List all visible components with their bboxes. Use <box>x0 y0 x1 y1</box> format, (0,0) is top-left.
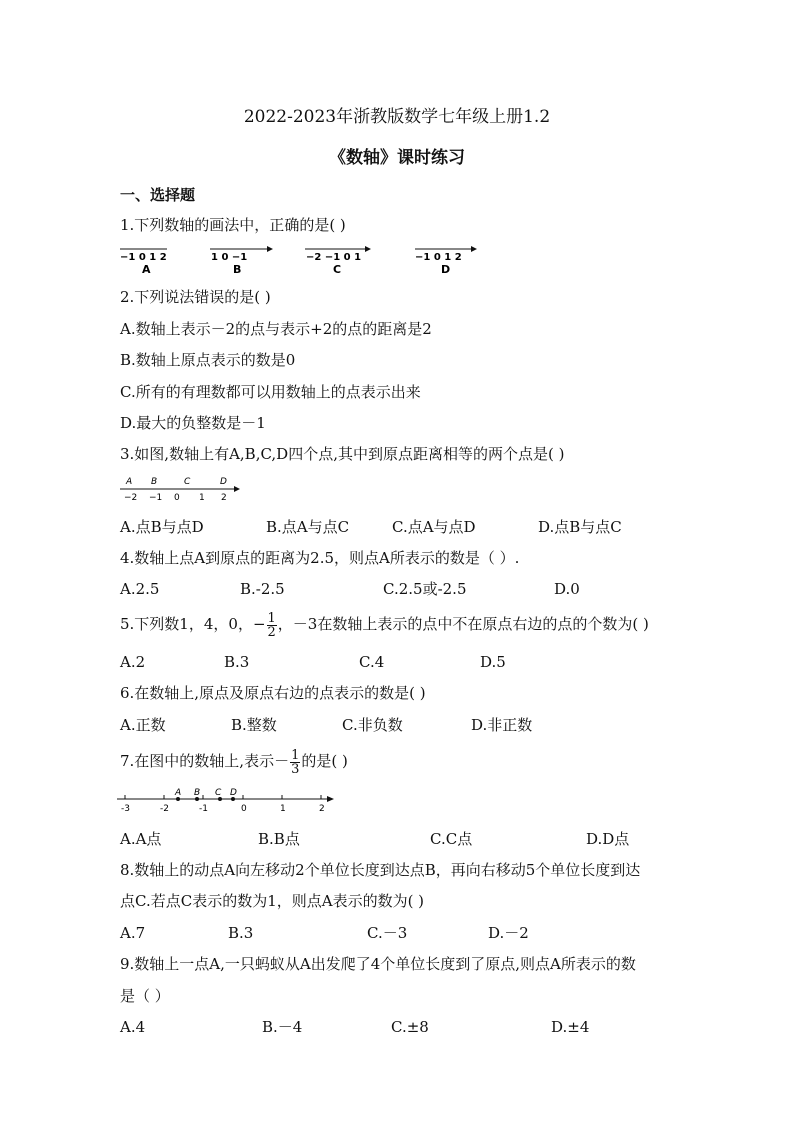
q7-tick-0: 0 <box>241 804 247 814</box>
q5-option-c: C.4 <box>359 653 385 671</box>
q7-tick-2: 2 <box>319 804 325 814</box>
q2-stem: 2.下列说法错误的是( ) <box>120 288 271 306</box>
q7-fraction-den: 3 <box>291 761 300 777</box>
q3-option-b: B.点A与点C <box>266 518 350 536</box>
q9-stem-line1: 9.数轴上一点A,一只蚂蚁从A出发爬了4个单位长度到了原点,则点A所表示的数 <box>120 955 636 973</box>
q7-tick-neg3: -3 <box>121 804 130 814</box>
q2-option-d: D.最大的负整数是－1 <box>120 414 266 432</box>
q1-axis-d-label: D <box>441 263 451 276</box>
q2-option-c: C.所有的有理数都可以用数轴上的点表示出来 <box>120 383 421 401</box>
q8-option-c: C.－3 <box>367 924 408 942</box>
q9-stem-line2: 是（ ） <box>120 987 170 1005</box>
q5-option-b: B.3 <box>224 653 250 671</box>
q5-option-a: A.2 <box>120 653 146 671</box>
q3-tick-1: 1 <box>199 493 205 503</box>
q6-option-d: D.非正数 <box>471 716 533 734</box>
q1-axis-a <box>120 249 167 276</box>
q7-stem-after: 的是( ) <box>301 752 348 770</box>
q7-option-d: D.D点 <box>586 830 630 848</box>
q3-point-b-label: B <box>151 477 158 487</box>
q3-tick-0: 0 <box>174 493 180 503</box>
q8-option-b: B.3 <box>228 924 254 942</box>
q1-axes-figure <box>115 240 495 280</box>
q3-stem: 3.如图,数轴上有A,B,C,D四个点,其中到原点距离相等的两个点是( ) <box>120 445 565 463</box>
q7-point-b-label: B <box>194 788 201 798</box>
q7-tick-1: 1 <box>280 804 286 814</box>
q5-stem-after: ，－3在数轴上表示的点中不在原点右边的点的个数为( ) <box>277 615 649 633</box>
q3-tick-neg2: −2 <box>124 493 138 503</box>
q3-tick-2: 2 <box>221 493 227 503</box>
page-title: 2022-2023年浙教版数学七年级上册1.2 <box>243 107 551 127</box>
q1-axis-a-ticks: −1 0 1 2 <box>120 252 167 263</box>
q5-stem <box>120 606 649 642</box>
q8-stem-line2: 点C.若点C表示的数为1，则点A表示的数为( ) <box>120 892 425 910</box>
q7-option-a: A.A点 <box>120 830 162 848</box>
q7-point-d-label: D <box>230 788 237 798</box>
q7-fraction <box>290 749 300 776</box>
q6-option-b: B.整数 <box>231 716 277 734</box>
q9-option-b: B.－4 <box>262 1018 303 1036</box>
q3-point-d-label: D <box>220 477 227 487</box>
q8-option-d: D.－2 <box>488 924 529 942</box>
q1-axis-b <box>210 246 273 276</box>
q8-option-a: A.7 <box>120 924 146 942</box>
q7-fraction-num: 1 <box>291 747 300 763</box>
q1-axis-d-ticks: −1 0 1 2 <box>415 252 462 263</box>
q1-stem: 1.下列数轴的画法中，正确的是( ) <box>120 216 346 234</box>
q3-number-line <box>118 474 248 504</box>
q1-axis-d <box>415 246 477 276</box>
q7-tick-neg1: -1 <box>199 804 208 814</box>
q7-tick-neg2: -2 <box>160 804 169 814</box>
q1-axis-b-label: B <box>233 263 242 276</box>
q3-tick-neg1: −1 <box>149 493 163 503</box>
q3-option-c: C.点A与点D <box>392 518 476 536</box>
q4-stem: 4.数轴上点A到原点的距离为2.5，则点A所表示的数是（ ）. <box>120 549 520 567</box>
q1-axis-c-label: C <box>333 263 342 276</box>
q2-option-a: A.数轴上表示－2的点与表示+2的点的距离是2 <box>120 320 432 338</box>
q4-option-a: A.2.5 <box>120 580 160 598</box>
q5-fraction <box>267 612 277 639</box>
q6-option-a: A.正数 <box>120 716 166 734</box>
q4-option-c: C.2.5或-2.5 <box>383 580 467 598</box>
q3-option-a: A.点B与点D <box>120 518 204 536</box>
q3-option-d: D.点B与点C <box>538 518 622 536</box>
q1-axis-b-ticks: 1 0 −1 <box>211 252 248 263</box>
q8-stem-line1: 8.数轴上的动点A向左移动2个单位长度到达点B，再向右移动5个单位长度到达 <box>120 861 641 879</box>
q1-axis-c <box>305 246 371 276</box>
page-subtitle: 《数轴》课时练习 <box>329 148 465 168</box>
q7-stem-before: 7.在图中的数轴上,表示－ <box>120 752 290 770</box>
q7-stem <box>120 743 348 779</box>
q4-option-d: D.0 <box>554 580 580 598</box>
q6-option-c: C.非负数 <box>342 716 403 734</box>
q3-point-c-label: C <box>184 477 191 487</box>
q3-point-a-label: A <box>126 477 133 487</box>
q7-point-a-label: A <box>175 788 182 798</box>
q7-option-c: C.C点 <box>430 830 473 848</box>
q7-number-line <box>115 786 340 816</box>
q5-fraction-num: 1 <box>267 610 276 626</box>
q2-option-b: B.数轴上原点表示的数是0 <box>120 351 296 369</box>
q9-option-d: D.±4 <box>551 1018 590 1036</box>
q1-axis-a-label: A <box>142 263 151 276</box>
q9-option-c: C.±8 <box>391 1018 429 1036</box>
q9-option-a: A.4 <box>120 1018 146 1036</box>
q5-option-d: D.5 <box>480 653 506 671</box>
q7-option-b: B.B点 <box>258 830 300 848</box>
q4-option-b: B.-2.5 <box>240 580 285 598</box>
section-heading: 一、选择题 <box>120 186 196 204</box>
q6-stem: 6.在数轴上,原点及原点右边的点表示的数是( ) <box>120 684 426 702</box>
q1-axis-c-ticks: −2 −1 0 1 <box>306 252 362 263</box>
q5-stem-before: 5.下列数1，4，0，− <box>120 615 266 633</box>
q7-point-c-label: C <box>215 788 222 798</box>
q5-fraction-den: 2 <box>267 624 276 640</box>
